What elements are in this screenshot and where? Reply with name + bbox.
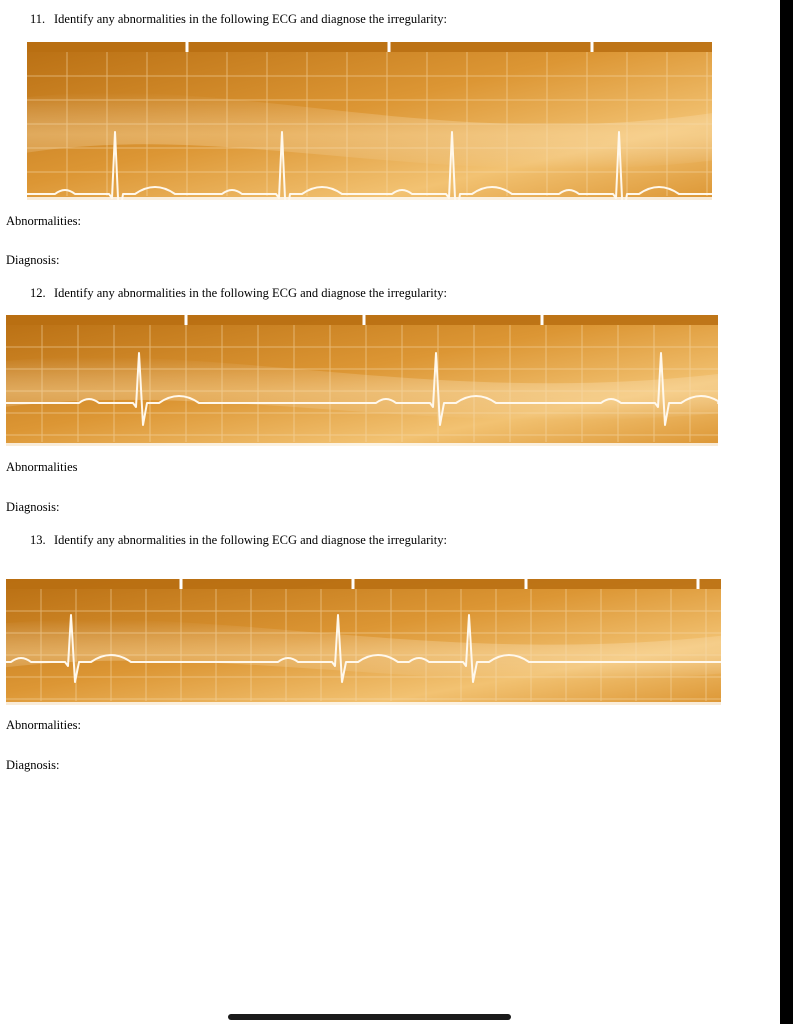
diagnosis-label-12: Diagnosis:: [6, 500, 60, 514]
diagnosis-label-11: Diagnosis:: [6, 253, 60, 267]
question-11-prompt: [30, 11, 447, 27]
question-text: Identify any abnormalities in the following ECG and diagnose the irregularity:: [54, 12, 447, 26]
home-indicator[interactable]: [228, 1014, 511, 1020]
ecg-strip-11: [27, 42, 712, 200]
question-12-prompt: [30, 285, 447, 301]
question-number: 12.: [30, 286, 46, 300]
abnormalities-label-11: Abnormalities:: [6, 214, 81, 228]
right-edge-bar: [780, 0, 793, 1024]
diagnosis-label-13: Diagnosis:: [6, 758, 60, 772]
question-number: 11.: [30, 12, 46, 26]
question-text: Identify any abnormalities in the following ECG and diagnose the irregularity:: [54, 286, 447, 300]
ecg-strip-13: [6, 579, 721, 705]
question-13-prompt: [30, 532, 447, 548]
abnormalities-label-13: Abnormalities:: [6, 718, 81, 732]
question-text: Identify any abnormalities in the following ECG and diagnose the irregularity:: [54, 533, 447, 547]
ecg-strip-12: [6, 315, 718, 446]
abnormalities-label-12: Abnormalities: [6, 460, 78, 474]
question-number: 13.: [30, 533, 46, 547]
